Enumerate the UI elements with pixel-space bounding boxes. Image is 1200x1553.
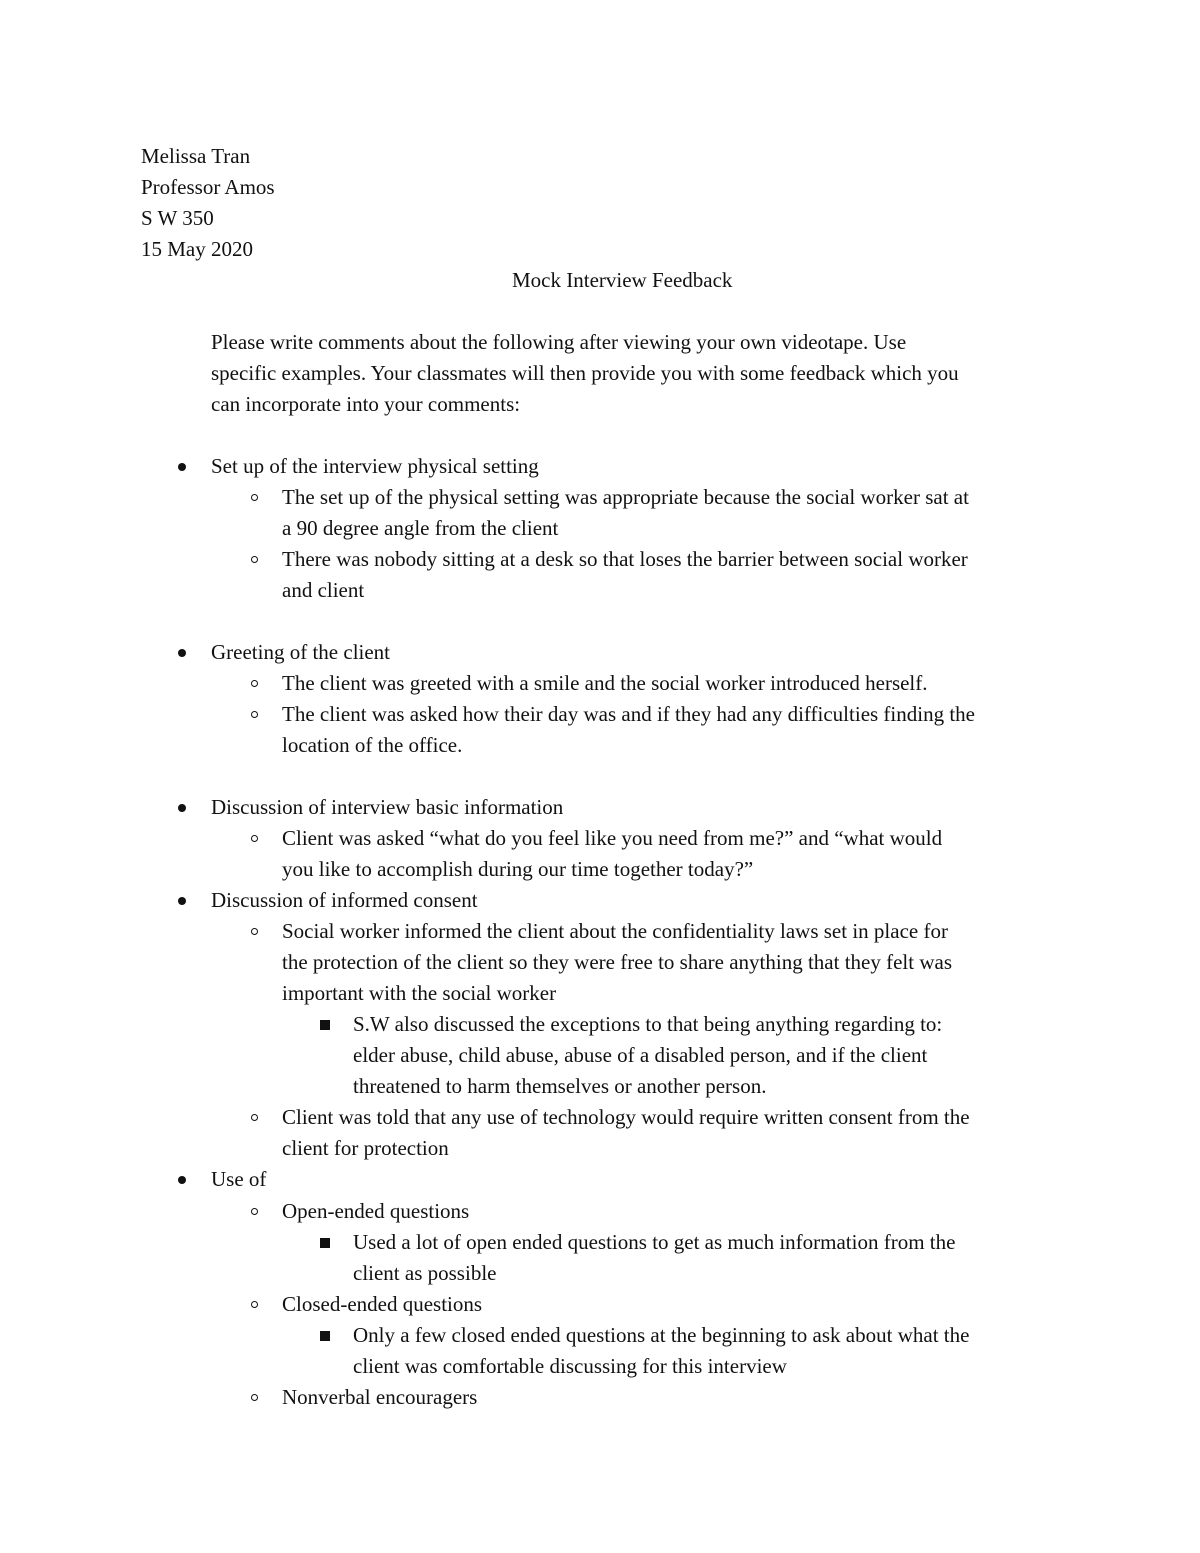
section-heading-consent: Discussion of informed consent xyxy=(211,888,478,912)
bullet-circle-icon xyxy=(251,1394,258,1401)
bullet-circle-icon xyxy=(251,680,258,687)
list-item: Client was told that any use of technology would require written consent from the xyxy=(282,1105,970,1129)
list-item-continuation: location of the office. xyxy=(282,733,463,757)
section-heading-use-of: Use of xyxy=(211,1167,267,1191)
sub-list-item-continuation: client as possible xyxy=(353,1261,497,1285)
list-item: The client was greeted with a smile and the social worker introduced herself. xyxy=(282,671,928,695)
list-item: The set up of the physical setting was appropriate because the social worker sat at xyxy=(282,485,969,509)
list-item-continuation: you like to accomplish during our time together today?” xyxy=(282,857,754,881)
list-item-continuation: important with the social worker xyxy=(282,981,557,1005)
sub-list-item: S.W also discussed the exceptions to that being anything regarding to: xyxy=(353,1012,943,1036)
sub-list-item-continuation: client was comfortable discussing for this interview xyxy=(353,1354,787,1378)
intro-line: can incorporate into your comments: xyxy=(211,392,521,416)
bullet-circle-icon xyxy=(251,556,258,563)
list-item: There was nobody sitting at a desk so that loses the barrier between social worker xyxy=(282,547,968,571)
document-date: 15 May 2020 xyxy=(141,237,253,261)
professor-name: Professor Amos xyxy=(141,175,275,199)
bullet-dot-icon xyxy=(178,1176,186,1184)
list-item-open-ended: Open-ended questions xyxy=(282,1199,470,1223)
list-item-continuation: and client xyxy=(282,578,365,602)
sub-list-item-continuation: threatened to harm themselves or another person. xyxy=(353,1074,767,1098)
document-title: Mock Interview Feedback xyxy=(512,268,733,292)
bullet-circle-icon xyxy=(251,1114,258,1121)
bullet-circle-icon xyxy=(251,835,258,842)
intro-line: specific examples. Your classmates will then provide you with some feedback which you xyxy=(211,361,959,385)
list-item: Social worker informed the client about the confidentiality laws set in place for xyxy=(282,919,948,943)
bullet-dot-icon xyxy=(178,463,186,471)
sub-list-item-continuation: elder abuse, child abuse, abuse of a disabled person, and if the client xyxy=(353,1043,928,1067)
section-heading-setup: Set up of the interview physical setting xyxy=(211,454,539,478)
bullet-square-icon xyxy=(320,1020,330,1030)
bullet-dot-icon xyxy=(178,897,186,905)
student-name: Melissa Tran xyxy=(141,144,251,168)
section-heading-basic-info: Discussion of interview basic information xyxy=(211,795,564,819)
bullet-circle-icon xyxy=(251,1301,258,1308)
list-item-closed-ended: Closed-ended questions xyxy=(282,1292,483,1316)
list-item-continuation: a 90 degree angle from the client xyxy=(282,516,559,540)
list-item: Client was asked “what do you feel like you need from me?” and “what would xyxy=(282,826,943,850)
bullet-circle-icon xyxy=(251,494,258,501)
bullet-square-icon xyxy=(320,1331,330,1341)
list-item-continuation: the protection of the client so they were free to share anything that they felt was xyxy=(282,950,953,974)
bullet-circle-icon xyxy=(251,1208,258,1215)
list-item-nonverbal: Nonverbal encouragers xyxy=(282,1385,478,1409)
bullet-circle-icon xyxy=(251,928,258,935)
intro-line: Please write comments about the following after viewing your own videotape. Use xyxy=(211,330,907,354)
list-item-continuation: client for protection xyxy=(282,1136,449,1160)
course-code: S W 350 xyxy=(141,206,214,230)
bullet-dot-icon xyxy=(178,804,186,812)
list-item: The client was asked how their day was and if they had any difficulties finding the xyxy=(282,702,975,726)
sub-list-item: Only a few closed ended questions at the beginning to ask about what the xyxy=(353,1323,970,1347)
bullet-dot-icon xyxy=(178,649,186,657)
sub-list-item: Used a lot of open ended questions to get as much information from the xyxy=(353,1230,956,1254)
section-heading-greeting: Greeting of the client xyxy=(211,640,391,664)
bullet-circle-icon xyxy=(251,711,258,718)
bullet-square-icon xyxy=(320,1238,330,1248)
